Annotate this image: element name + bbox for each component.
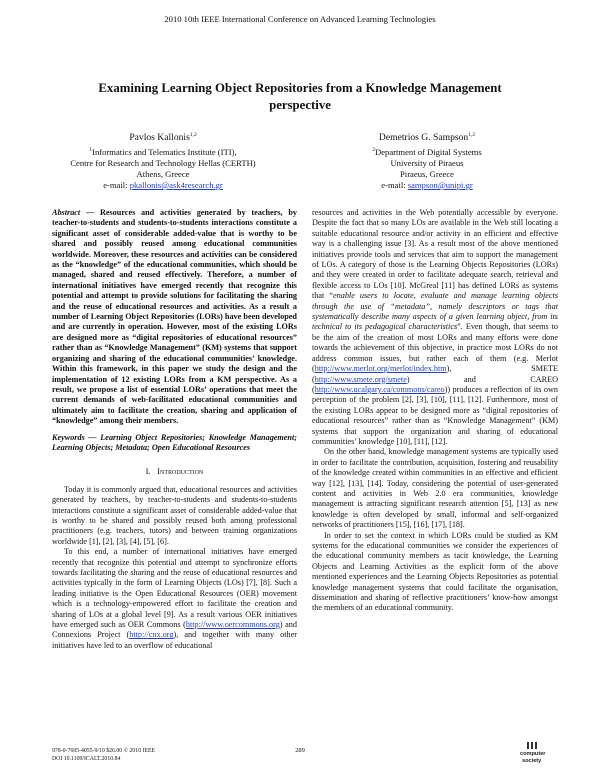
abstract: Abstract — Resources and activities generated by teachers, by teacher-to-students and students-to-students interactions constitute a significant asset of considerable added-value that is worthy to be shared and possibly reused among educational communities worldwide. Moreover, these resources and activities can be considered as the “knowledge” of the educational communities, which should be managed, shared and reused effectively. Therefore, a number of international initiatives have emerged recently that recognize this potential and attempt to provide solutions for facilitating the sharing and the reuse of educational resources and activities. As a result a number of Learning Object Repositories (LORs) have been developed and are currently in operation. However, most of the existing LORs are designed more as “digital repositories of educational resources” rather than as “Knowledge Management” (KM) systems that support organizing and sharing of the educational communities’ knowledge. Within this framework, in this paper we study the design and the implementation of 12 existing LORs from a KM perspective. As a result, we propose a list of essential LORs’ operations that meet the current demands of web-facilitated educational communities and ultimately aim to facilitate the creation, sharing and application of “knowledge” among their members. — [52, 208, 297, 426]
author-affiliation: $^1$Informatics and Telematics Institute (ITI), — [89, 147, 237, 158]
page-number: 289 — [295, 747, 305, 754]
careo-link[interactable]: http://www.ucalgary.ca/commons/careo — [314, 384, 445, 394]
right-column — [312, 208, 558, 614]
email-link[interactable]: pkallonis@ask4research.gr — [129, 180, 223, 191]
author-affiliation: $^2$Department of Digital Systems — [372, 147, 482, 158]
merlot-link[interactable]: http://www.merlot.org/merlot/index.htm — [314, 364, 447, 374]
paragraph: In order to set the context in which LORs could be studied as KM systems for the educational communities we consider the experiences of the educational community members as tacit knowledge, the Learning Objects and Learning Activities as the explicit form of the above mentioned experiences and the Learning Objects Repositories as potential knowledge management systems that could facilitate the organisation, dissemination and sharing of reflective practitioners’ know-how amongst the members of an educational community. — [312, 530, 558, 613]
author-name: Demetrios G. Sampson$^{1,2}$ — [378, 132, 476, 144]
computer-society-icon — [526, 741, 538, 750]
isbn-line: 978-0-7695-4055-9/10 $26.00 © 2010 IEEE — [52, 748, 156, 754]
paragraph: To this end, a number of international initiatives have emerged recently that recognize this potential and attempt to synchronize efforts towards facilitating the sharing and the reuse of educational resources and activities typically in the form of Learning Objects (LOs) [7], [8]. Such a leading initiative is the Open Educational Resources (OER) movement which is a technology-empowered effort to facilitate the creation and sharing of LOs at a global level [9]. As a result various OER initiatives have emerged such as OER Commons (http://www.oercommons.org) and Connexions Project (http://cnx.org), and together with many other initiatives have led to an overflow of educational — [52, 547, 297, 650]
email-link[interactable]: sampson@unipi.gr — [407, 180, 473, 191]
author-block-1 — [48, 130, 278, 191]
oercommons-link[interactable]: http://www.oercommons.org — [185, 620, 280, 630]
paragraph: Today it is commonly argued that, educational resources and activities generated by teachers, by teacher-to-students and students-to-students interactions constitute a significant asset of considerable added-value that is worthy to be shared and possibly reused both among professional practitioners (e.g. teachers, tutors) and between training organizations worldwide [1], [2], [3], [4], [5], [6]. — [52, 484, 297, 546]
paragraph: resources and activities in the Web potentially accessible by everyone. Despite the fact that so many LOs are available in the Web still locating a suitable educational resource and/or activity in an efficient and effective way is a challenging issue [3]. As a result most of the above mentioned initiatives provide tools and services that aim to support the management of LOs. A category of those is the Learning Objects Repositories (LORs) and they were created in order to facilitate adequate search, retrieval and flexible access to LOs [10]. McGreal [11] has defined LORs as systems that “enable users to locate, evaluate and manage learning objects through the use of “metadata”, namely descriptors or tags that systematically describe many aspects of a given learning object, from its technical to its pedagogical characteristics”. Even though, that seems to be the aim of the creation of most LORs and many efforts were done towards the achievement of this objective, in practice most LORs do not address common issues, but rather each of them (e.g. Merlot (http://www.merlot.org/merlot/index.htm), SMETE (http://www.smete.org/smete) and CAREO (http://www.ucalgary.ca/commons/careo)) produces a reflection of its own perception of the problem [2], [3], [10], [11], [12]. Furthermore, most of the existing LORs appear to be designed more as “digital repositories of educational resources” rather than as “Knowledge Management” (KM) systems that support the organization and sharing of educational communities’ knowledge [10], [11], [12]. — [312, 208, 559, 446]
author-affiliation: Centre for Research and Technology Hellas (CERTH) — [70, 158, 256, 169]
cnx-link[interactable]: http://cnx.org — [129, 630, 174, 640]
author-block-2 — [322, 130, 532, 191]
paragraph: On the other hand, knowledge management systems are typically used in order to facilitate the contribution, acquisition, fostering and reusability of the knowledge created within communities in an effective and efficient way [12], [13], [14]. Today, considering the potential of user-generated content and activities in Web 2.0 era communities, knowledge management is attracting significant research attention [5], [13] as new knowledge is often developed by small, informal and self-organized networks of practitioners [15], [16], [17], [18]. — [312, 447, 558, 530]
section-heading: I. Introduction — [145, 466, 204, 477]
doi-line: DOI 10.1109/ICALT.2010.84 — [52, 756, 121, 762]
smete-link[interactable]: http://www.smete.org/smete — [314, 374, 407, 384]
author-email: e-mail: pkallonis@ask4research.gr — [103, 180, 223, 191]
author-affiliation: University of Piraeus — [390, 158, 464, 169]
logo-text: society — [522, 758, 542, 764]
computer-society-logo — [508, 741, 556, 767]
author-email: e-mail: sampson@unipi.gr — [381, 180, 473, 191]
author-location: Athens, Greece — [136, 169, 190, 180]
author-location: Piraeus, Greece — [400, 169, 454, 180]
author-name: Pavlos Kallonis$^{1,2}$ — [129, 132, 197, 144]
keywords: Keywords — Learning Object Repositories; Knowledge Management; Learning Objects; Metadata; Open Educational Resources — [52, 432, 297, 452]
conference-header: 2010 10th IEEE International Conference on Advanced Learning Technologies — [164, 14, 436, 24]
left-column — [52, 208, 297, 651]
paper-title: Examining Learning Object Repositories from a Knowledge Management perspective — [98, 81, 502, 112]
logo-text: computer — [520, 751, 546, 757]
